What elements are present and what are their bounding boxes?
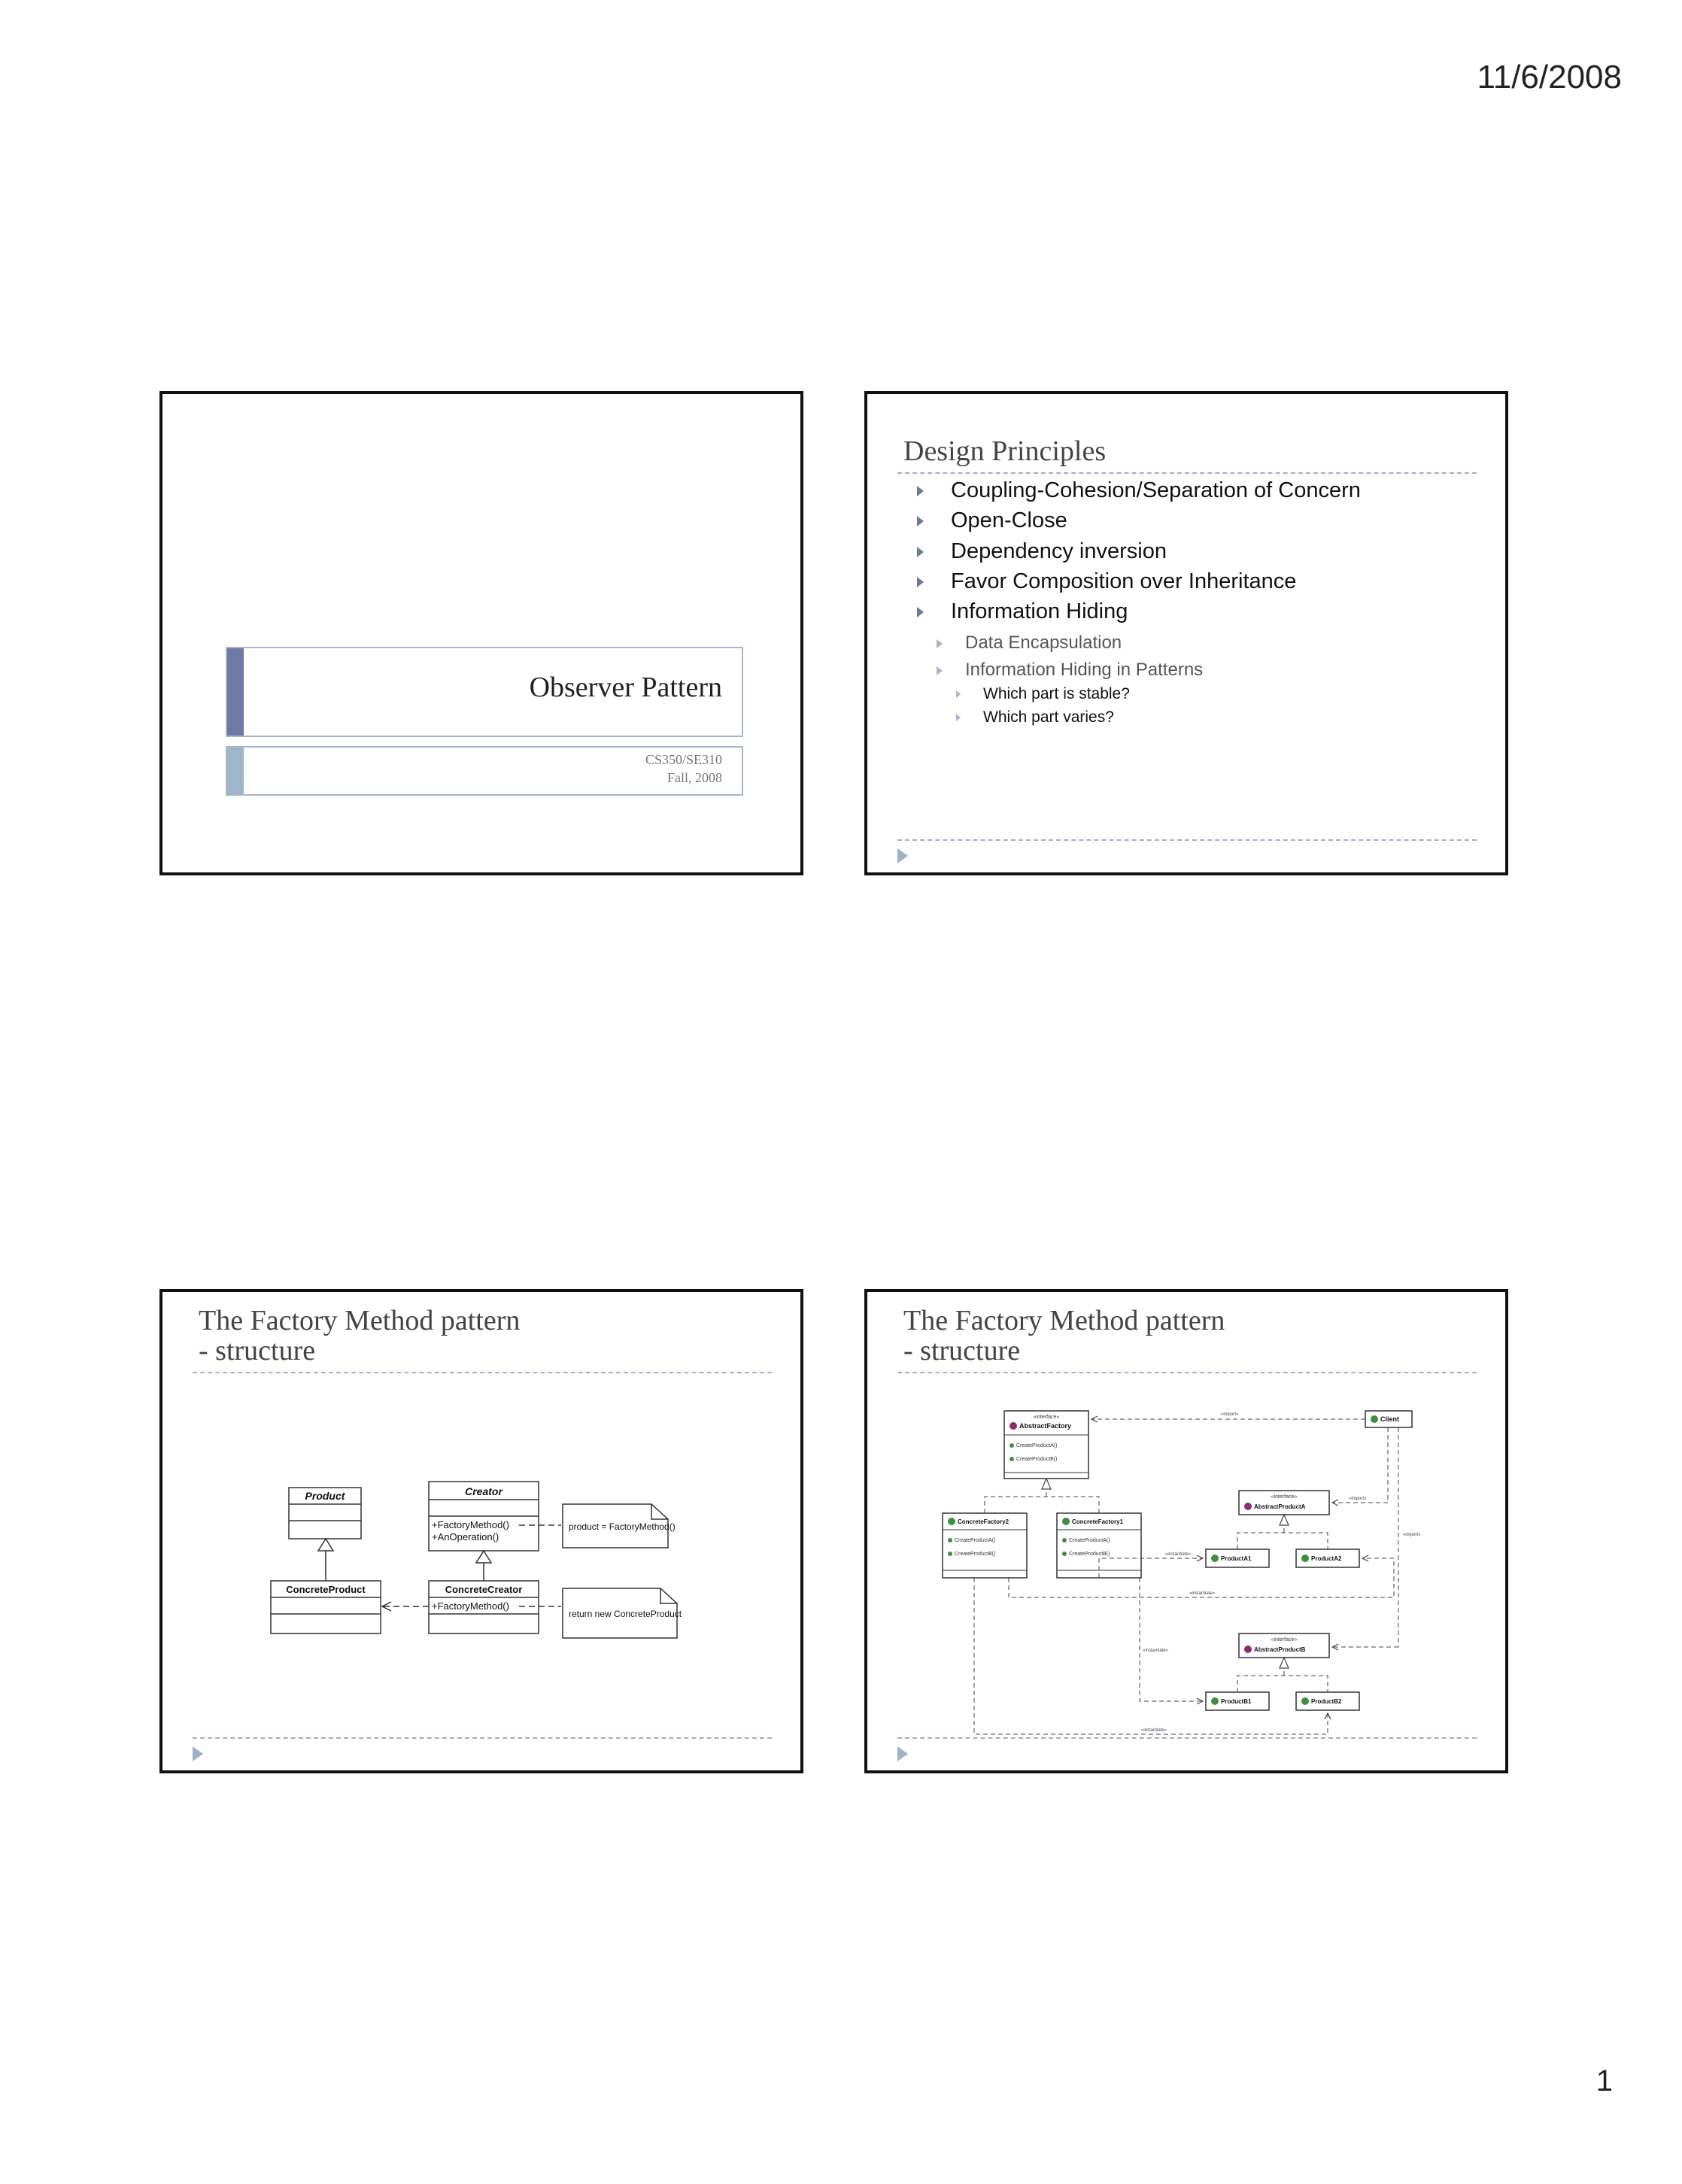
slide-4-title-line-2: - structure: [903, 1335, 1021, 1367]
abstract-product-a-name: AbstractProductA: [1254, 1503, 1306, 1510]
creator-op-factory-method: +FactoryMethod(): [432, 1519, 509, 1530]
bullet-arrow-icon: [917, 486, 924, 496]
class-badge-icon: [1211, 1697, 1219, 1705]
svg-text:«interface»: «interface»: [1271, 1637, 1298, 1643]
sub-bullet-item: Data Encapsulation: [937, 632, 1122, 654]
page-number: 1: [1595, 2064, 1613, 2098]
svg-text:«interface»: «interface»: [1271, 1494, 1298, 1500]
class-badge-icon: [948, 1518, 955, 1525]
creator-op-an-operation: +AnOperation(): [432, 1531, 499, 1542]
product-a2-name: ProductA2: [1311, 1555, 1342, 1562]
realization-arrow-icon: [1280, 1658, 1289, 1668]
method-icon: [1062, 1538, 1067, 1542]
title-accent-bar: [227, 648, 244, 736]
slide-1-subtitle-box: [226, 746, 743, 796]
concrete-creator-class: [429, 1581, 539, 1633]
product-a1-class: [1206, 1549, 1269, 1567]
client-class: [1365, 1411, 1412, 1427]
instantiate-line: [1140, 1578, 1203, 1701]
class-badge-icon: [1211, 1555, 1219, 1562]
slide-4-title-line-1: The Factory Method pattern: [903, 1305, 1225, 1336]
bullet-arrow-icon: [917, 516, 924, 526]
slide-1-course: CS350/SE310: [645, 752, 722, 767]
svg-text:«instantiate»: «instantiate»: [1189, 1591, 1216, 1596]
interface-badge-icon: [1010, 1422, 1017, 1430]
realization-arrow-icon: [1280, 1515, 1289, 1525]
product-b2-name: ProductB2: [1311, 1698, 1342, 1705]
abstract-product-a-class: [1239, 1491, 1329, 1515]
concrete-factory-2-class: [943, 1513, 1027, 1578]
svg-text:CreateProductB(): CreateProductB(): [1069, 1552, 1110, 1557]
title-divider: [897, 472, 1477, 474]
abstract-product-b-class: [1239, 1633, 1329, 1658]
creator-class-name: Creator: [465, 1485, 502, 1497]
note-creator: [563, 1588, 682, 1638]
class-badge-icon: [1371, 1415, 1378, 1423]
abstract-factory-name: AbstractFactory: [1019, 1422, 1072, 1430]
import-label: «import»: [1221, 1412, 1239, 1417]
bullet-arrow-icon: [937, 666, 943, 675]
inheritance-arrow-icon: [476, 1551, 491, 1563]
realization-line: [1237, 1676, 1328, 1692]
interface-badge-icon: [1244, 1503, 1252, 1510]
slide-1-title: Observer Pattern: [529, 672, 722, 703]
svg-text:CreateProductA(): CreateProductA(): [1016, 1443, 1058, 1448]
method-icon: [1062, 1552, 1067, 1556]
bullet-arrow-icon: [937, 639, 943, 648]
product-a1-name: ProductA1: [1221, 1555, 1252, 1562]
svg-text:«instantiate»: «instantiate»: [1141, 1728, 1167, 1733]
slide-1-title-box: [226, 647, 743, 737]
note-product: [563, 1504, 676, 1548]
sub-sub-bullet-item: Which part is stable?: [956, 685, 1130, 703]
header-date: 11/6/2008: [1477, 59, 1622, 96]
product-b2-class: [1296, 1692, 1359, 1710]
slide-3-title-line-1: The Factory Method pattern: [199, 1305, 521, 1336]
svg-text:CreateProductB(): CreateProductB(): [1016, 1457, 1058, 1462]
creator-class: [429, 1482, 539, 1551]
abstract-factory-uml-diagram: [867, 1292, 1505, 1770]
concrete-factory-1-name: ConcreteFactory1: [1072, 1518, 1124, 1525]
concrete-creator-op: +FactoryMethod(): [432, 1600, 509, 1612]
concrete-product-class: [271, 1581, 381, 1633]
bullet-arrow-icon: [917, 547, 924, 557]
inheritance-arrow-icon: [318, 1539, 333, 1551]
realization-line: [1237, 1533, 1328, 1549]
note-product-text: product = FactoryMethod(): [569, 1521, 676, 1532]
footer-divider: [897, 839, 1477, 841]
realization-arrow-icon: [1042, 1479, 1051, 1489]
factory-method-uml-diagram: [162, 1292, 800, 1770]
method-icon: [948, 1538, 952, 1542]
svg-text:«import»: «import»: [1403, 1533, 1421, 1537]
sub-sub-bullet-item: Which part varies?: [956, 708, 1114, 726]
svg-text:CreateProductA(): CreateProductA(): [955, 1538, 996, 1543]
bullet-item: Dependency inversion: [917, 539, 1167, 564]
note-creator-text: return new ConcreteProduct: [569, 1609, 682, 1619]
slide-2-title: Design Principles: [903, 435, 1107, 467]
bullet-item: Coupling-Cohesion/Separation of Concern: [917, 478, 1361, 503]
client-name: Client: [1380, 1415, 1400, 1423]
footer-divider: [897, 1737, 1477, 1739]
bullet-item: Information Hiding: [917, 599, 1128, 624]
class-badge-icon: [1301, 1697, 1309, 1705]
bullet-arrow-icon: [917, 607, 924, 617]
slide-4-thumbnail: [864, 1289, 1508, 1773]
bullet-item: Open-Close: [917, 508, 1067, 533]
abstract-product-b-name: AbstractProductB: [1254, 1646, 1306, 1653]
bullet-arrow-icon: [956, 690, 961, 698]
concrete-product-class-name: ConcreteProduct: [286, 1584, 366, 1595]
svg-text:«interface»: «interface»: [1033, 1415, 1060, 1420]
subtitle-accent-bar: [227, 748, 244, 794]
method-icon: [1010, 1443, 1014, 1448]
bullet-arrow-icon: [917, 577, 924, 587]
product-a2-class: [1296, 1549, 1359, 1567]
svg-text:CreateProductA(): CreateProductA(): [1069, 1538, 1110, 1543]
method-icon: [948, 1552, 952, 1556]
slide-1-thumbnail: [159, 391, 803, 875]
interface-badge-icon: [1244, 1646, 1252, 1653]
footer-divider: [193, 1737, 772, 1739]
product-class-name: Product: [305, 1490, 345, 1502]
slide-1-term: Fall, 2008: [666, 770, 722, 785]
class-badge-icon: [1301, 1555, 1309, 1562]
slide-marker-icon: [193, 1746, 203, 1761]
slide-2-thumbnail: [864, 391, 1508, 875]
slide-3-thumbnail: [159, 1289, 803, 1773]
import-dependency-line: [1332, 1427, 1388, 1503]
concrete-creator-class-name: ConcreteCreator: [445, 1584, 523, 1595]
abstract-factory-class: [1004, 1411, 1088, 1479]
slide-marker-icon: [897, 1746, 908, 1761]
svg-text:«import»: «import»: [1349, 1497, 1367, 1501]
bullet-item: Favor Composition over Inheritance: [917, 569, 1296, 594]
sub-bullet-item: Information Hiding in Patterns: [937, 660, 1203, 681]
product-class: [289, 1488, 361, 1539]
product-b1-class: [1206, 1692, 1269, 1710]
concrete-factory-2-name: ConcreteFactory2: [958, 1518, 1010, 1525]
method-icon: [1010, 1457, 1014, 1461]
class-badge-icon: [1062, 1518, 1070, 1525]
svg-text:CreateProductB(): CreateProductB(): [955, 1552, 996, 1557]
slide-3-title-line-2: - structure: [199, 1335, 316, 1367]
slide-marker-icon: [897, 848, 908, 863]
svg-text:«instantiate»: «instantiate»: [1165, 1552, 1192, 1557]
bullet-arrow-icon: [956, 714, 961, 721]
svg-text:«instantiate»: «instantiate»: [1143, 1649, 1169, 1653]
realization-line: [985, 1497, 1099, 1513]
product-b1-name: ProductB1: [1221, 1698, 1252, 1705]
